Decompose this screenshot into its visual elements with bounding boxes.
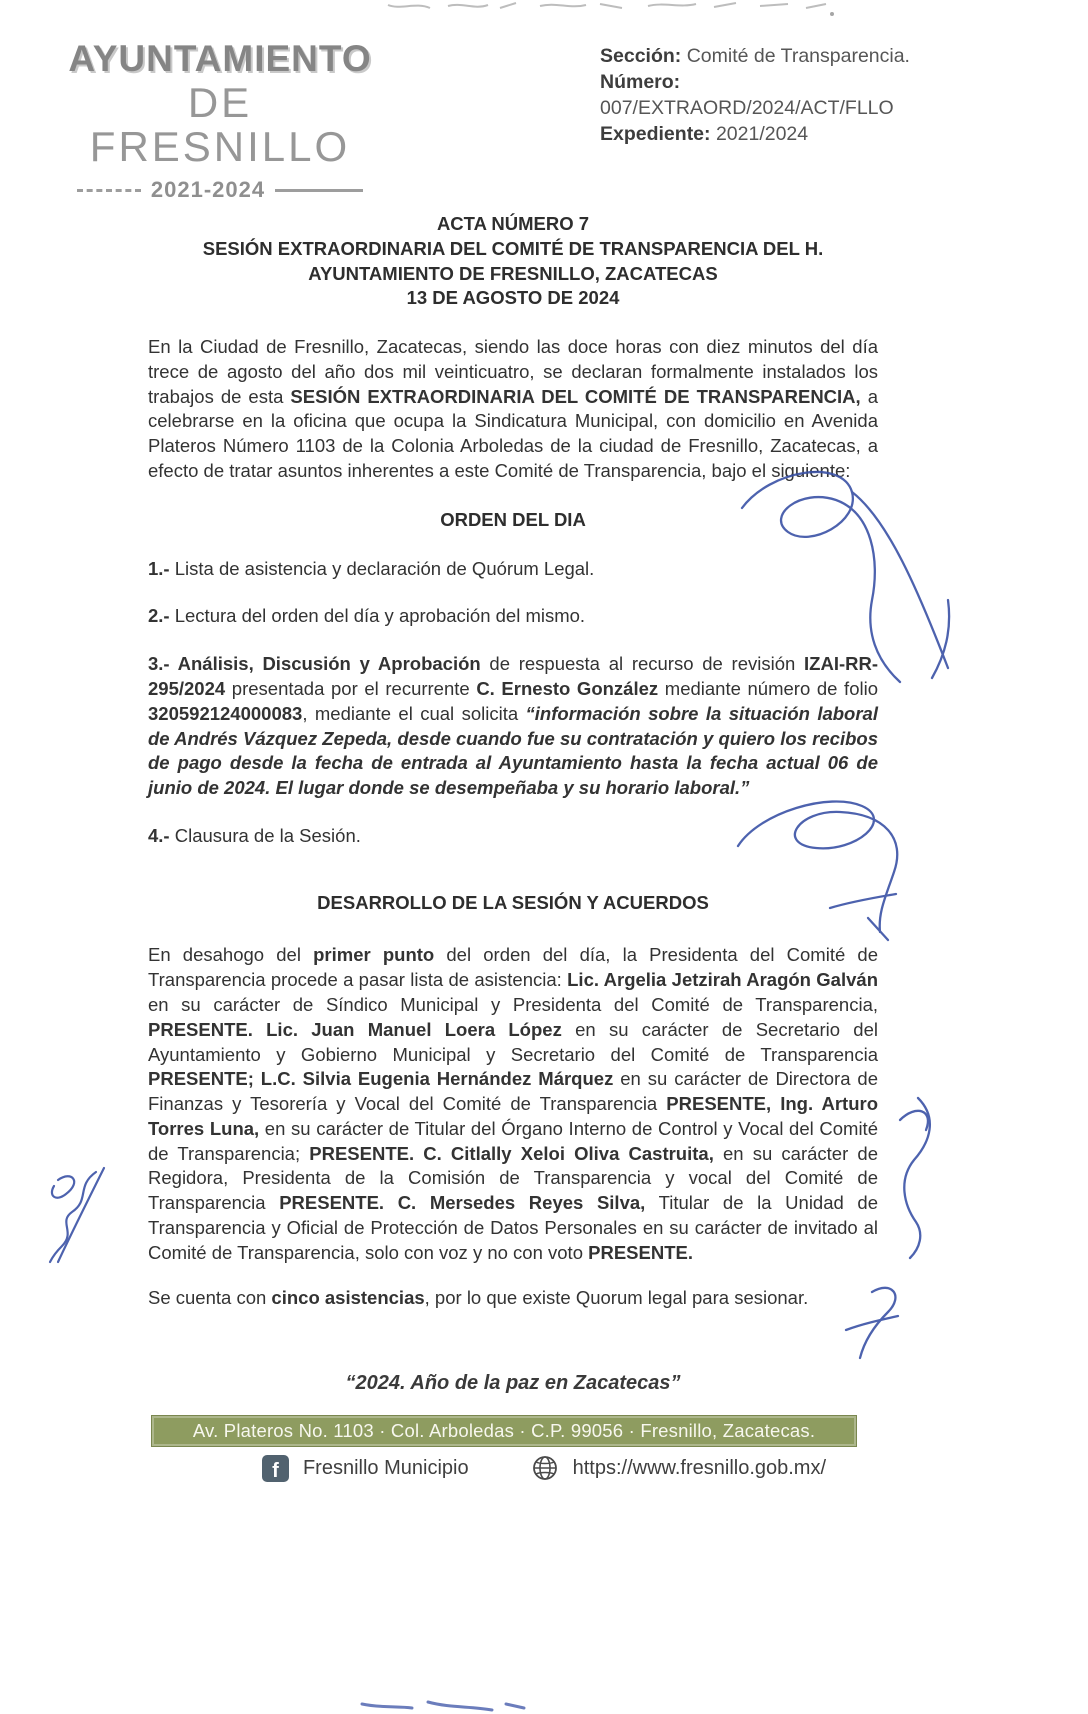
logo-years-row: [60, 177, 380, 203]
meta-seccion: [600, 44, 940, 70]
intro-paragraph: En la Ciudad de Fresnillo, Zacatecas, siendo las doce horas con diez minutos del día trece de agosto del año dos mil veinticuatro, se declaran formalmente instalados los trabajos de esta SESIÓN EXTRAORDINARIA DEL COMITÉ DE TRANSPARENCIA, a celebrarse en la oficina que ocupa la Sindicatura Municipal, con domicilio en Avenida Plateros Número 1103 de la Colonia Arboledas de la ciudad de Fresnillo, Zacatecas, a efecto de tratar asuntos inherentes a este Comité de Transparencia, bajo el siguiente:: [148, 336, 878, 482]
asistencia-paragraph: En desahogo del primer punto del orden del día, la Presidenta del Comité de Transparencia procede a pasar lista de asistencia: Lic. Argelia Jetzirah Aragón Galván en su carácter de Síndico Municipal y Presidenta del Comité de Transparencia, PRESENTE. Lic. Juan Manuel Loera López en su carácter de Secretario del Ayuntamiento y Gobierno Municipal y Secretario del Comité de Transparencia PRESENTE; L.C. Silvia Eugenia Hernández Márquez en su carácter de Directora de Finanzas y Tesorería y Vocal del Comité de Transparencia PRESENTE, Ing. Arturo Torres Luna, en su carácter de Titular del Órgano Interno de Control y Vocal del Comité de Transparencia; PRESENTE. C. Citlally Xeloi Oliva Castruita, en su carácter de Regidora, Presidenta de la Comisión de Transparencia y vocal del Comité de Transparencia PRESENTE. C. Mersedes Reyes Silva, Titular de la Unidad de Transparencia y Oficial de Protección de Datos Personales en su carácter de invitado al Comité de Transparencia, solo con voz y no con voto PRESENTE.: [148, 944, 878, 1263]
logo-dash-right: [275, 189, 363, 192]
meta-numero-value: 007/EXTRAORD/2024/ACT/FLLO: [600, 96, 894, 119]
website-url: https://www.fresnillo.gob.mx/: [572, 1456, 827, 1479]
signature-left-margin: [50, 1168, 104, 1262]
meta-numero-label-line: [600, 70, 940, 96]
orden-item-1: 1.- Lista de asistencia y declaración de Quórum Legal.: [148, 557, 595, 579]
facebook-icon: f: [262, 1455, 289, 1482]
meta-expediente-label: Expediente:: [600, 122, 711, 145]
acta-title-line2: SESIÓN EXTRAORDINARIA DEL COMITÉ DE TRANSPARENCIA DEL H.: [202, 237, 824, 259]
quorum-paragraph: Se cuenta con cinco asistencias, por lo que existe Quorum legal para sesionar.: [148, 1286, 809, 1308]
address-bar: [152, 1416, 856, 1446]
logo-dash-left: [77, 189, 141, 192]
acta-title-line1: ACTA NÚMERO 7: [436, 213, 590, 234]
orden-item-4: 4.- Clausura de la Sesión.: [148, 824, 361, 846]
globe-icon: [531, 1454, 559, 1482]
meta-numero-label: Número:: [600, 70, 681, 93]
logo-title: AYUNTAMIENTO: [68, 38, 372, 79]
year-slogan: “2024. Año de la paz en Zacatecas”: [345, 1372, 681, 1394]
orden-del-dia-heading: ORDEN DEL DIA: [440, 508, 586, 530]
orden-item-3: 3.- Análisis, Discusión y Aprobación de respuesta al recurso de revisión IZAI-RR-295/2024 presentada por el recurrente C. Ernesto González mediante número de folio 320592124000083, mediante el cual solicita “información sobre la situación laboral de Andrés Vázquez Zepeda, desde cuando fue su contratación y quiero los recibos de pago desde la fecha de entrada al Ayuntamiento hasta la fecha actual 06 de junio de 2024. El lugar donde se desempeñaba y su horario laboral.”: [148, 653, 878, 799]
ayuntamiento-logo: [60, 40, 380, 203]
logo-subtitle: DE FRESNILLO: [89, 78, 351, 170]
acta-title-line4: 13 DE AGOSTO DE 2024: [406, 287, 620, 309]
logo-years: 2021-2024: [150, 177, 266, 203]
acta-title-line3: AYUNTAMIENTO DE FRESNILLO, ZACATECAS: [308, 262, 718, 284]
meta-seccion-label: Sección:: [600, 45, 682, 67]
orden-item-2: 2.- Lectura del orden del día y aprobación del mismo.: [148, 605, 586, 627]
meta-expediente-value: 2021/2024: [710, 122, 809, 145]
meta-numero-value-line: [600, 96, 940, 122]
meta-expediente: [600, 122, 940, 148]
facebook-label: Fresnillo Municipio: [302, 1456, 469, 1479]
desarrollo-heading: DESARROLLO DE LA SESIÓN Y ACUERDOS: [317, 891, 709, 913]
signature-right-margin: [900, 1098, 930, 1258]
top-scan-artifact: [388, 3, 834, 16]
acta-title: [148, 212, 878, 311]
document-body: [148, 212, 878, 1330]
meta-seccion-value: Comité de Transparencia.: [681, 45, 910, 67]
bottom-scan-artifact: [362, 1702, 524, 1710]
address-text: Av. Plateros No. 1103 · Col. Arboledas · C.P. 99056 · Fresnillo, Zacatecas.: [192, 1420, 816, 1441]
document-meta-block: [600, 44, 940, 148]
social-row: [0, 1454, 1088, 1482]
